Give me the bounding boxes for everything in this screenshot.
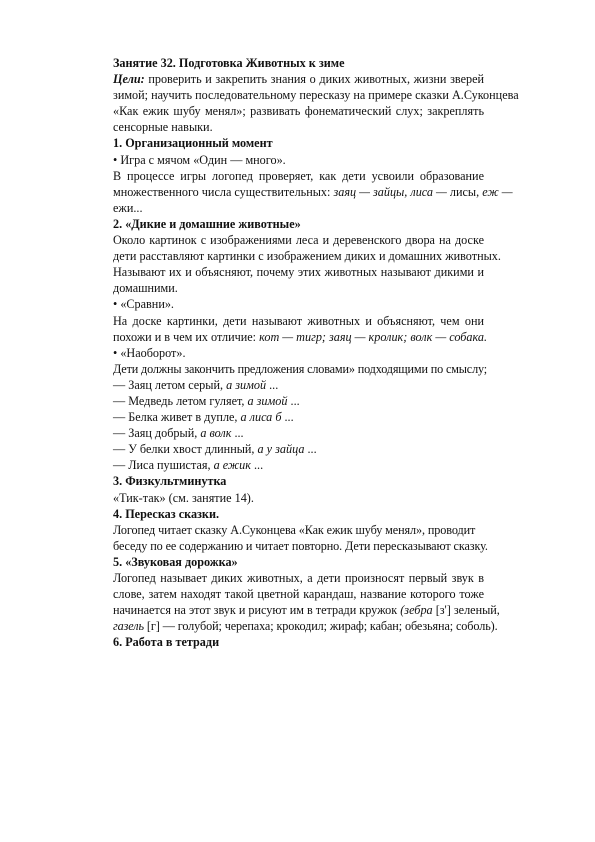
opposite-item-text: — У белки хвост длинный, xyxy=(113,442,258,457)
goals-text-2: зимой; научить последовательному пересказу на примере сказки А.Суконцева xyxy=(113,88,519,103)
section-2-heading-text: 2. «Дикие и домашние животные» xyxy=(113,216,301,231)
section-2-para-text-3: Называют их и объясняют, почему этих животных называют дикими и xyxy=(113,265,484,280)
opposite-game xyxy=(113,345,484,361)
example-gazel: газель xyxy=(113,619,144,634)
section-6-heading-text: 6. Работа в тетради xyxy=(113,635,220,650)
section-1-game-text: • Игра с мячом «Один — много». xyxy=(113,152,286,167)
compare-game-text: • «Сравни». xyxy=(113,297,174,312)
goals-line-3 xyxy=(113,103,484,119)
section-4-text-1: Логопед читает сказку А.Суконцева «Как ежик шубу менял», проводит xyxy=(113,522,476,537)
section-5-text-2: слове, затем находят такой цветной карандаш, название которого тоже xyxy=(113,587,484,602)
section-2-para-line-4 xyxy=(113,280,484,296)
compare-text-1: На доске картинки, дети называют животных и объясняют, чем они xyxy=(113,313,484,328)
goals-line-4 xyxy=(113,119,484,135)
opposite-item-text: — Заяц летом серый, xyxy=(113,377,227,392)
lesson-title-text: Занятие 32. Подготовка Животных к зиме xyxy=(113,56,345,70)
example-lisa: лиса — xyxy=(410,184,450,199)
section-2-para-line-1 xyxy=(113,232,484,248)
opposite-item-italic: а лиса б xyxy=(240,410,282,425)
opposite-intro-text: Дети должны закончить предложения словами» подходящими по смыслу; xyxy=(113,361,488,376)
section-5-heading-text: 5. «Звуковая дорожка» xyxy=(113,554,238,569)
section-1-heading xyxy=(113,135,484,151)
section-2-para-text-4: домашними. xyxy=(113,281,178,296)
example-zayats: заяц — зайцы, xyxy=(333,184,408,199)
opposite-item xyxy=(113,377,484,393)
section-4-text-2: беседу по ее содержанию и читает повторно. Дети пересказывают сказку. xyxy=(113,538,488,553)
compare-text-2: похожи и в чем их отличие: xyxy=(113,329,260,344)
goals-text-3: «Как ежик шубу менял»; развивать фонематический слух; закреплять xyxy=(113,104,484,119)
goals-line-1 xyxy=(113,71,484,87)
section-3-text xyxy=(113,490,484,506)
compare-line-1 xyxy=(113,313,484,329)
document-page xyxy=(113,55,519,650)
section-3-heading xyxy=(113,473,484,489)
opposite-item-italic: а ежик xyxy=(213,458,251,473)
section-5-line-4 xyxy=(113,618,498,634)
opposite-item-italic: а зимой xyxy=(226,377,267,392)
compare-game xyxy=(113,296,484,312)
opposite-item-ellipsis: ... xyxy=(304,442,317,457)
lesson-title xyxy=(113,55,484,71)
opposite-item-text: — Белка живет в дупле, xyxy=(113,410,241,425)
opposite-item xyxy=(113,409,484,425)
opposite-item xyxy=(113,441,484,457)
opposite-item-italic: а зимой xyxy=(247,393,288,408)
opposite-intro xyxy=(113,361,488,377)
compare-examples: кот — тигр; заяц — кролик; волк — собака. xyxy=(259,329,488,344)
opposite-item-ellipsis: ... xyxy=(266,377,279,392)
opposite-item-text: — Заяц добрый, xyxy=(113,426,201,441)
opposite-game-text: • «Наоборот». xyxy=(113,345,186,360)
section-2-para-text-2: дети расставляют картинки с изображением диких и домашних животных. xyxy=(113,249,501,264)
section-1-para-text-3: ежи... xyxy=(113,200,143,215)
section-5-line-1 xyxy=(113,570,484,586)
opposite-item xyxy=(113,425,484,441)
section-1-heading-text: 1. Организационный момент xyxy=(113,136,273,151)
section-2-para-line-2 xyxy=(113,248,501,264)
section-1-game xyxy=(113,152,484,168)
section-5-heading xyxy=(113,554,484,570)
section-5-line-3 xyxy=(113,602,500,618)
opposite-item xyxy=(113,457,484,473)
opposite-item-text: — Медведь летом гуляет, xyxy=(113,393,248,408)
section-4-line-1 xyxy=(113,522,484,538)
opposite-item-ellipsis: ... xyxy=(250,458,264,473)
example-lisy: лисы, xyxy=(449,184,483,199)
opposite-item-italic: а у зайца xyxy=(257,442,305,457)
opposite-item-italic: а волк xyxy=(200,426,232,441)
opposite-item xyxy=(113,393,484,409)
goals-label: Цели: xyxy=(113,72,145,87)
compare-line-2 xyxy=(113,329,488,345)
section-4-line-2 xyxy=(113,538,488,554)
section-5-line-2 xyxy=(113,586,484,602)
section-1-para-text-2: множественного числа существительных: xyxy=(113,184,334,199)
section-1-para-line-3 xyxy=(113,200,484,216)
goals-text-4: сенсорные навыки. xyxy=(113,120,213,135)
section-3-heading-text: 3. Физкультминутка xyxy=(113,474,227,489)
example-ezh: еж — xyxy=(482,184,513,199)
opposite-item-ellipsis: ... xyxy=(231,426,244,441)
section-2-para-line-3 xyxy=(113,264,484,280)
section-5-text-1: Логопед называет диких животных, а дети произносят первый звук в xyxy=(113,571,484,585)
example-zebra: (зебра xyxy=(400,603,433,618)
section-2-heading xyxy=(113,216,484,232)
section-5-text-3: начинается на этот звук и рисуют им в тетради кружок xyxy=(113,603,401,618)
opposite-item-text: — Лиса пушистая, xyxy=(113,458,214,473)
opposite-item-ellipsis: ... xyxy=(281,410,294,425)
section-3-body: «Тик-так» (см. занятие 14). xyxy=(113,490,254,505)
section-4-heading-text: 4. Пересказ сказки. xyxy=(113,506,220,521)
section-5-text-3-end: [з'] зеленый, xyxy=(432,603,500,618)
section-5-text-4: [г] — голубой; черепаха; крокодил; жираф; кабан; обезьяна; соболь). xyxy=(143,619,498,634)
goals-text-1: проверить и закрепить знания о диких животных, жизни зверей xyxy=(148,72,485,87)
goals-line-2 xyxy=(113,87,519,103)
section-2-para-text-1: Около картинок с изображениями леса и деревенского двора на доске xyxy=(113,233,484,248)
section-6-heading xyxy=(113,634,484,650)
opposite-item-ellipsis: ... xyxy=(287,393,300,408)
section-1-para-line-2 xyxy=(113,184,513,200)
section-4-heading xyxy=(113,506,484,522)
section-1-para-text-1: В процессе игры логопед проверяет, как дети усвоили образование xyxy=(113,168,484,183)
section-1-para-line-1 xyxy=(113,168,484,184)
